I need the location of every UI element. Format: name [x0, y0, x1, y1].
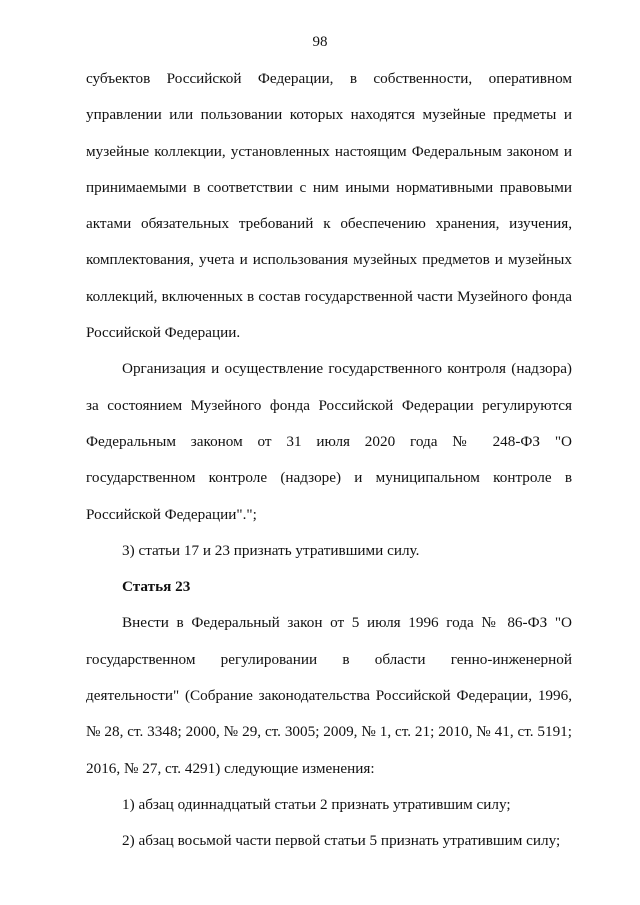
- paragraph-amendment-intro: Внести в Федеральный закон от 5 июля 1996 года № 86-ФЗ "О государственном регулировании в области генно-инженерной деятельности" (Собрание законодательства Российской Федерации, 1996, № 28, ст. 3348; 2000, № 29, ст. 3005; 2009, № 1, ст. 21; 2010, № 41, ст. 5191; 2016, № 27, ст. 4291) следующие изменения:: [86, 614, 572, 777]
- paragraph-continuation: субъектов Российской Федерации, в собственности, оперативном управлении или пользовании которых находятся музейные предметы и музейные коллекции, установленных настоящим Федеральным законом и принимаемыми в соответствии с ним иными нормативными правовыми актами обязательных требований к обеспечению хранения, изучения, комплектования, учета и использования музейных предметов и музейных коллекций, включенных в состав государственной части Музейного фонда Российской Федерации.: [86, 70, 572, 342]
- paragraph-item-2: 2) абзац восьмой части первой статьи 5 признать утратившим силу;: [122, 832, 561, 850]
- article-heading: Статья 23: [122, 578, 191, 596]
- paragraph-control-organization: Организация и осуществление государственного контроля (надзора) за состоянием Музейного фонда Российской Федерации регулируются Федеральным законом от 31 июля 2020 года № 248-ФЗ "О государственном контроле (надзоре) и муниципальном контроле в Российской Федерации".";: [86, 360, 572, 523]
- paragraph-item-3: 3) статьи 17 и 23 признать утратившими силу.: [122, 541, 420, 559]
- paragraph-item-1: 1) абзац одиннадцатый статьи 2 признать утратившим силу;: [122, 795, 511, 813]
- page-number: 98: [312, 34, 328, 50]
- document-body: [86, 61, 572, 860]
